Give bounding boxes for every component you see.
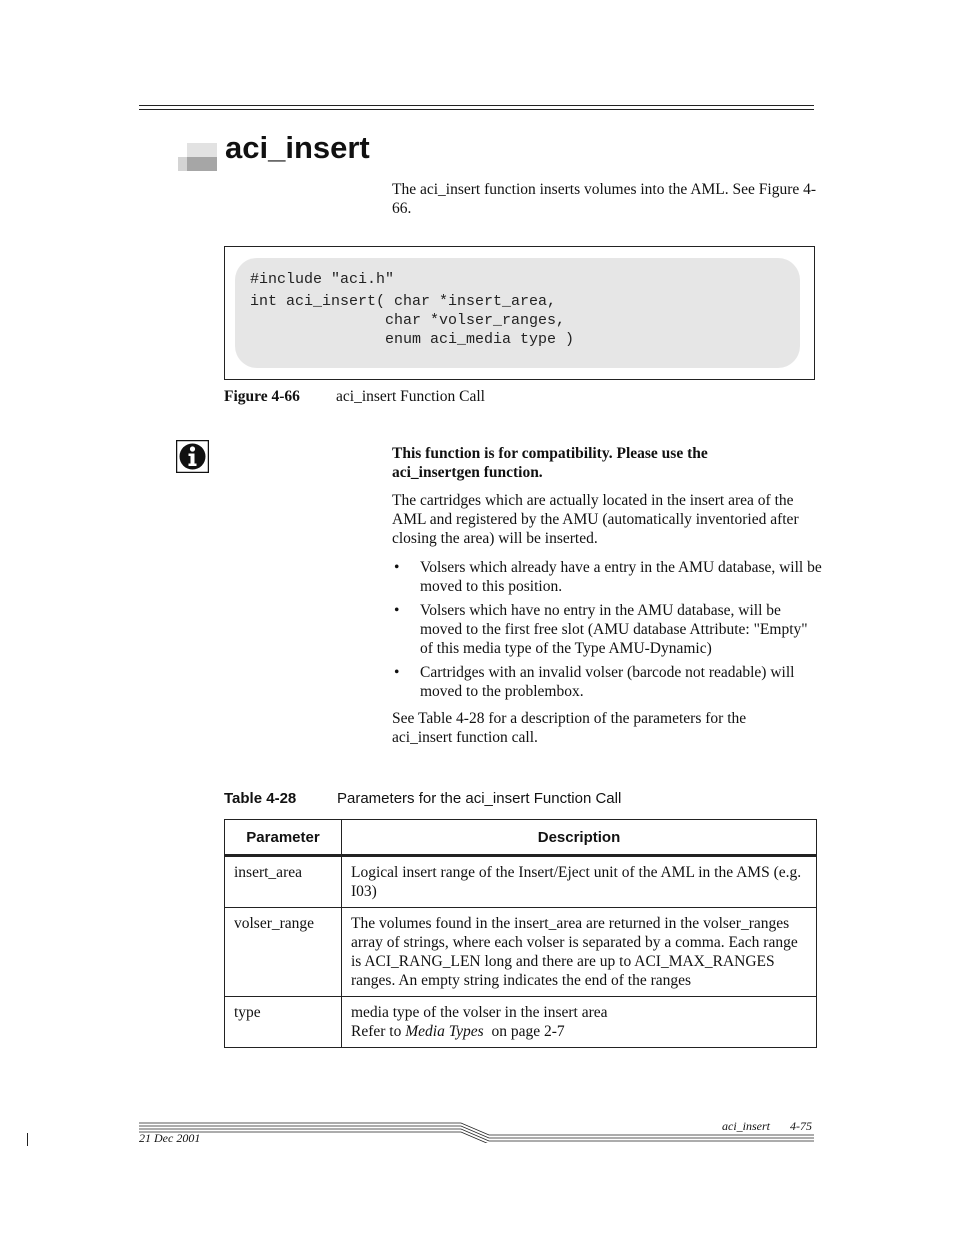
parameter-cell: insert_area — [225, 856, 342, 908]
heading-marker-icon — [178, 143, 218, 171]
compatibility-note: This function is for compatibility. Please use the aci_insertgen function. — [392, 445, 708, 481]
parameter-cell: volser_range — [225, 908, 342, 997]
table-header-row — [225, 820, 817, 856]
code-line: #include "aci.h" — [250, 271, 395, 288]
code-block — [235, 258, 800, 368]
description-cell — [342, 997, 817, 1048]
see-also-text: See Table 4-28 for a description of the parameters for the aci_insert function call. — [392, 710, 747, 746]
description-reference: Refer to Media Types on page 2-7 — [351, 1023, 565, 1040]
info-icon — [176, 440, 209, 473]
description-cell: The volumes found in the insert_area are returned in the volser_ranges array of strings, where each volser is separated by a comma. Each range is ACI_RANG_LEN long and there are up to ACI_MAX_RANGES ranges. An empty string indicates the end of the ranges — [342, 908, 817, 997]
header-rule — [139, 105, 814, 111]
list-item: • Volsers which have no entry in the AMU database, will be moved to the first free slot (AMU database Attribute: "Empty" of this media type of the Type AMU-Dynamic) — [394, 602, 808, 657]
page-title: aci_insert — [225, 130, 370, 165]
list-item: • Cartridges with an invalid volser (barcode not readable) will moved to the problembox. — [394, 664, 795, 700]
footer-date: 21 Dec 2001 — [139, 1131, 201, 1145]
description-line: media type of the volser in the insert area — [351, 1004, 608, 1021]
parameter-cell: type — [225, 997, 342, 1048]
bullet-icon: • — [394, 664, 400, 681]
footer-section-name: aci_insert — [722, 1119, 770, 1133]
bullet-icon: • — [394, 602, 400, 619]
footer-page-number: 4-75 — [790, 1119, 812, 1133]
bullet-list — [392, 558, 822, 706]
change-bar — [27, 1133, 28, 1146]
footer-rule — [139, 1119, 814, 1143]
table-row — [225, 908, 817, 997]
table-row — [225, 997, 817, 1048]
code-figure — [224, 246, 815, 380]
list-item: • Volsers which already have a entry in the AMU database, will be moved to this position. — [394, 559, 822, 595]
code-line: char *volser_ranges, — [250, 312, 566, 329]
parameters-table — [224, 819, 817, 1048]
table-row — [225, 856, 817, 908]
figure-label: Figure 4-66 — [224, 388, 300, 405]
column-header-description: Description — [342, 820, 817, 856]
bullet-icon: • — [394, 559, 400, 576]
table-label: Table 4-28 — [224, 790, 297, 807]
figure-caption: aci_insert Function Call — [336, 388, 485, 405]
code-line: int aci_insert( char *insert_area, — [250, 293, 557, 310]
code-line: enum aci_media type ) — [250, 331, 575, 348]
media-types-link[interactable]: Media Types — [405, 1023, 484, 1040]
description-text: The cartridges which are actually located in the insert area of the AML and registered by the AMU (automatically inventoried after closing the area) will be inserted. — [392, 492, 799, 547]
description-cell: Logical insert range of the Insert/Eject unit of the AML in the AMS (e.g. I03) — [342, 856, 817, 908]
column-header-parameter: Parameter — [225, 820, 342, 856]
intro-text: The aci_insert function inserts volumes into the AML. See Figure 4-66. — [392, 181, 817, 217]
table-caption: Parameters for the aci_insert Function Call — [337, 790, 622, 807]
